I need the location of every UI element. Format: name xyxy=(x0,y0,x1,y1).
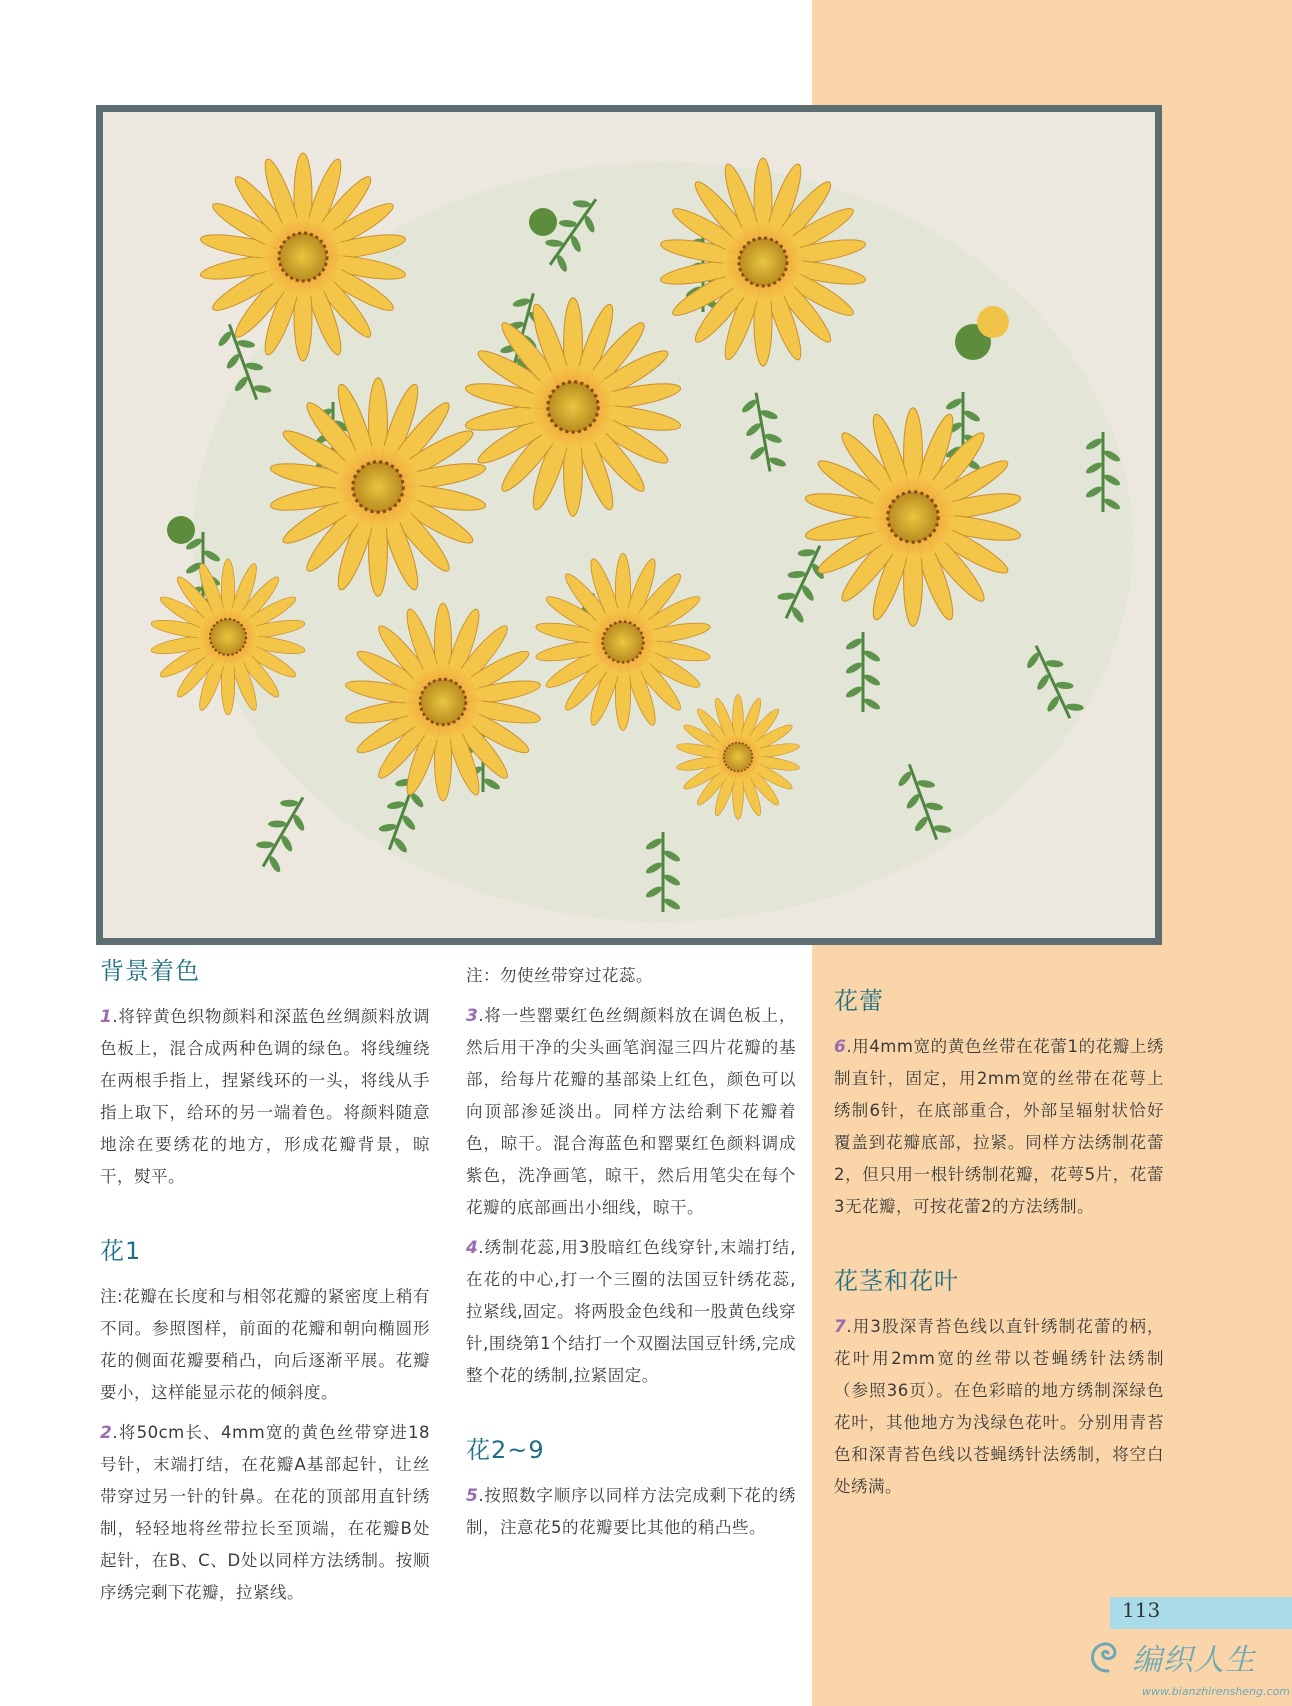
section-title-buds: 花蕾 xyxy=(834,987,884,1015)
step-1-paragraph xyxy=(100,1001,430,1193)
watermark xyxy=(1080,1625,1292,1705)
step-number: 5 xyxy=(466,1486,479,1506)
step-number: 2 xyxy=(100,1423,113,1443)
step-7-paragraph xyxy=(834,1311,1164,1503)
step-number: 4 xyxy=(466,1238,479,1258)
watermark-url: www.bianzhirensheng.com xyxy=(1142,1685,1291,1698)
section-title-background: 背景着色 xyxy=(100,957,200,985)
step-text: .用4mm宽的黄色丝带在花蕾1的花瓣上绣制直针，固定，用2mm宽的丝带在花萼上绣制6针，在底部重合，外部呈辐射状恰好覆盖到花瓣底部，拉紧。同样方法绣制花蕾2，但只用一根针绣制花瓣，花萼5片，花蕾3无花瓣，可按花蕾2的方法绣制。 xyxy=(834,1037,1164,1216)
step-text: .将50cm长、4mm宽的黄色丝带穿进18号针，末端打结，在花瓣A基部起针，让丝带穿过另一针的针鼻。在花的顶部用直针绣制，轻轻地将丝带拉长至顶端，在花瓣B处起针，在B、C、D处以同样方法绣制。按顺序绣完剩下花瓣，拉紧线。 xyxy=(100,1423,430,1602)
step-2-paragraph xyxy=(100,1417,430,1609)
note-paragraph: 注:花瓣在长度和与相邻花瓣的紧密度上稍有不同。参照图样，前面的花瓣和朝向椭圆形花的侧面花瓣要稍凸，向后逐渐平展。花瓣要小，这样能显示花的倾斜度。 xyxy=(100,1287,430,1402)
step-text: .将一些罂粟红色丝绸颜料放在调色板上，然后用干净的尖头画笔润湿三四片花瓣的基部，给每片花瓣的基部染上红色，颜色可以向顶部渗延淡出。同样方法给剩下花瓣着色，晾干。混合海蓝色和罂粟红色颜料调成紫色，洗净画笔，晾干，然后用笔尖在每个花瓣的底部画出小细线，晾干。 xyxy=(466,1006,796,1217)
step-number: 1 xyxy=(100,1007,113,1027)
embroidery-illustration xyxy=(103,112,1155,938)
step-text: .将锌黄色织物颜料和深蓝色丝绸颜料放调色板上，混合成两种色调的绿色。将线缠绕在两根手指上，捏紧线环的一头，将线从手指上取下，给环的另一端着色。将颜料随意地涂在要绣花的地方，形成花瓣背景，晾干，熨平。 xyxy=(100,1007,430,1186)
swirl-logo-icon xyxy=(1086,1631,1130,1675)
section-title-flower1: 花1 xyxy=(100,1237,142,1265)
section-title-stems: 花茎和花叶 xyxy=(834,1267,959,1295)
note-no-ribbon-through-stamen: 注：勿使丝带穿过花蕊。 xyxy=(466,966,653,985)
text-column-2 xyxy=(466,960,796,1552)
step-number: 6 xyxy=(834,1037,847,1057)
section-title-flowers2to9: 花2~9 xyxy=(466,1436,545,1464)
watermark-brand: 编织人生 xyxy=(1132,1643,1256,1678)
embroidery-photo xyxy=(96,105,1162,945)
step-3-paragraph xyxy=(466,1000,796,1224)
step-5-paragraph xyxy=(466,1480,796,1544)
step-4-paragraph xyxy=(466,1232,796,1392)
step-number: 3 xyxy=(466,1006,479,1026)
step-text: .用3股深青苔色线以直针绣制花蕾的柄，花叶用2mm宽的丝带以苍蝇绣针法绣制（参照36页）。在色彩暗的地方绣制深绿色花叶，其他地方为浅绿色花叶。分别用青苔色和深青苔色线以苍蝇绣针法绣制，将空白处绣满。 xyxy=(834,1317,1164,1496)
text-column-1 xyxy=(100,955,430,1617)
step-text: .按照数字顺序以同样方法完成剩下花的绣制，注意花5的花瓣要比其他的稍凸些。 xyxy=(466,1486,796,1537)
page-number: 113 xyxy=(1122,1598,1161,1622)
step-text: .绣制花蕊,用3股暗红色线穿针,末端打结,在花的中心,打一个三圈的法国豆针绣花蕊,拉紧线,固定。将两股金色线和一股黄色线穿针,围绕第1个结打一个双圈法国豆针绣,完成整个花的绣制,拉紧固定。 xyxy=(466,1238,796,1385)
step-number: 7 xyxy=(834,1317,847,1337)
step-6-paragraph xyxy=(834,1031,1164,1223)
text-column-3 xyxy=(834,985,1164,1511)
